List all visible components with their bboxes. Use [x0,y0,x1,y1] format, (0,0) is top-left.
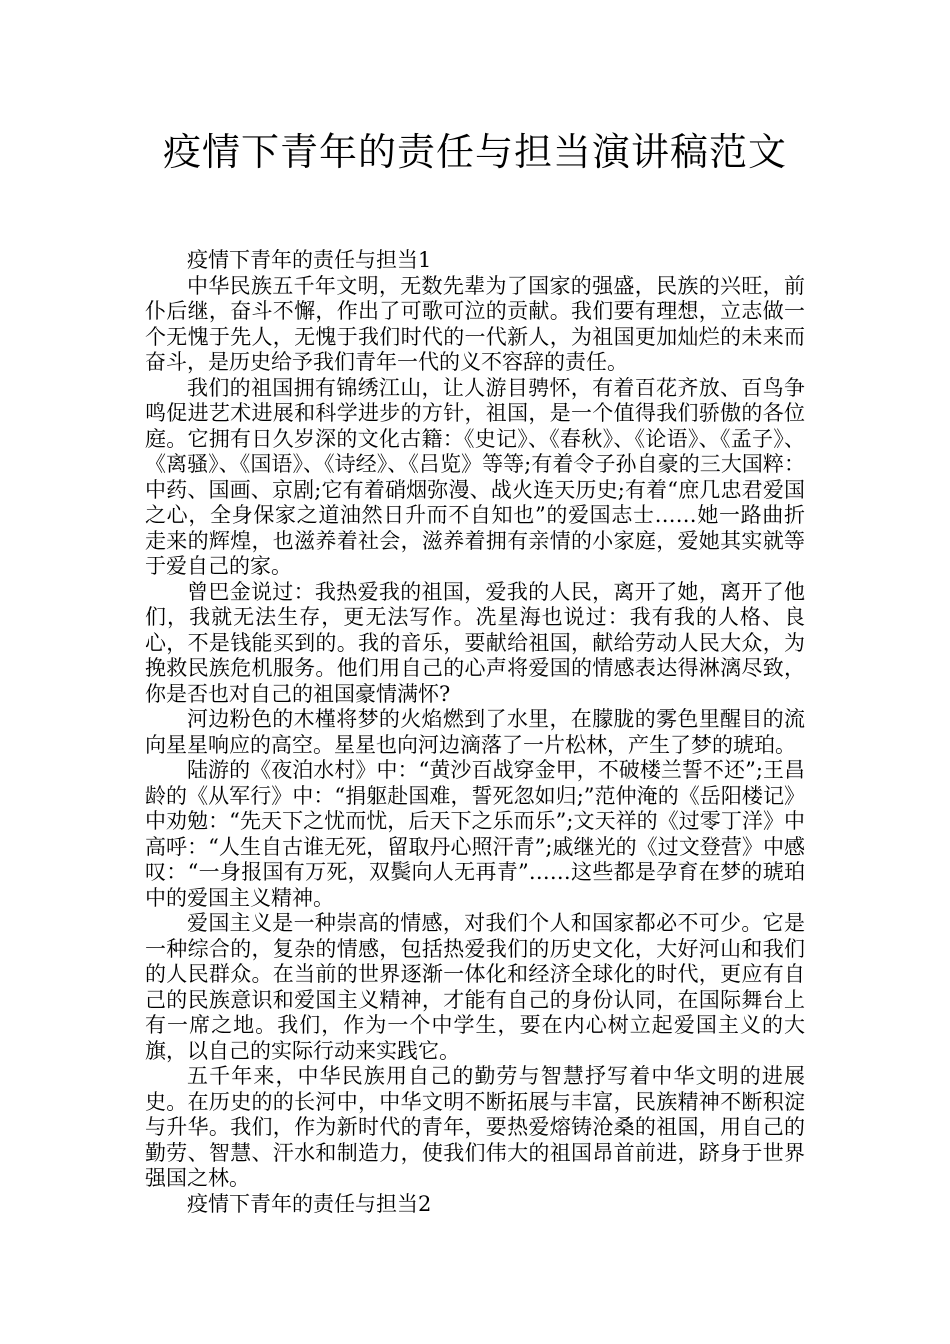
section-heading-2: 疫情下青年的责任与担当2 [187,1191,432,1216]
paragraph: 河边粉色的木槿将梦的火焰燃到了水里，在朦胧的雾色里醒目的流向星星响应的高空。星星也向河边滴落了一片松林，产生了梦的琥珀。 [145,707,805,757]
document-body [145,248,805,1217]
paragraph: 中华民族五千年文明，无数先辈为了国家的强盛，民族的兴旺，前仆后继，奋斗不懈，作出了可歌可泣的贡献。我们要有理想，立志做一个无愧于先人，无愧于我们时代的一代新人，为祖国更加灿烂的未来而奋斗，是历史给予我们青年一代的义不容辞的责任。 [145,273,805,374]
document-title: 疫情下青年的责任与担当演讲稿范文 [162,130,787,174]
section-heading-1: 疫情下青年的责任与担当1 [187,248,432,272]
paragraph: 五千年来，中华民族用自己的勤劳与智慧抒写着中华文明的进展史。在历史的的长河中，中华文明不断拓展与丰富，民族精神不断积淀与升华。我们，作为新时代的青年，要热爱熔铸沧桑的祖国，用自己的勤劳、智慧、汗水和制造力，使我们伟大的祖国昂首前进，跻身于世界强国之林。 [145,1064,805,1190]
paragraph: 我们的祖国拥有锦绣江山，让人游目骋怀，有着百花齐放、百鸟争鸣促进艺术进展和科学进步的方针，祖国，是一个值得我们骄傲的各位庭。它拥有日久岁深的文化古籍：《史记》、《春秋》、《论语》、《孟子》、《离骚》、《国语》、《诗经》、《吕览》等等;有着令子孙自豪的三大国粹：中药、国画、京剧;它有着硝烟弥漫、战火连天历史;有着“庶几忠君爱国之心，全身保家之道油然日升而不自知也”的爱国志士……她一路曲折走来的辉煌，也滋养着社会，滋养着拥有亲情的小家庭，爱她其实就等于爱自己的家。 [145,375,805,578]
paragraph: 陆游的《夜泊水村》中：“黄沙百战穿金甲，不破楼兰誓不还”;王昌龄的《从军行》中：“捐躯赴国难，誓死忽如归;”范仲淹的《岳阳楼记》中劝勉：“先天下之忧而忧，后天下之乐而乐”;文天祥的《过零丁洋》中高呼：“人生自古谁无死，留取丹心照汗青”;戚继光的《过文登营》中感叹：“一身报国有万死，双鬓向人无再青”……这些都是孕育在梦的琥珀中的爱国主义精神。 [145,758,805,910]
paragraph: 曾巴金说过：我热爱我的祖国，爱我的人民，离开了她，离开了他们，我就无法生存，更无法写作。冼星海也说过：我有我的人格、良心，不是钱能买到的。我的音乐，要献给祖国，献给劳动人民大众，为挽救民族危机服务。他们用自己的心声将爱国的情感表达得淋漓尽致，你是否也对自己的祖国豪情满怀? [145,579,805,706]
paragraph: 爱国主义是一种崇高的情感，对我们个人和国家都必不可少。它是一种综合的，复杂的情感，包括热爱我们的历史文化，大好河山和我们的人民群众。在当前的世界逐渐一体化和经济全球化的时代，更应有自己的民族意识和爱国主义精神，才能有自己的身份认同，在国际舞台上有一席之地。我们，作为一个中学生，要在内心树立起爱国主义的大旗，以自己的实际行动来实践它。 [145,911,805,1063]
